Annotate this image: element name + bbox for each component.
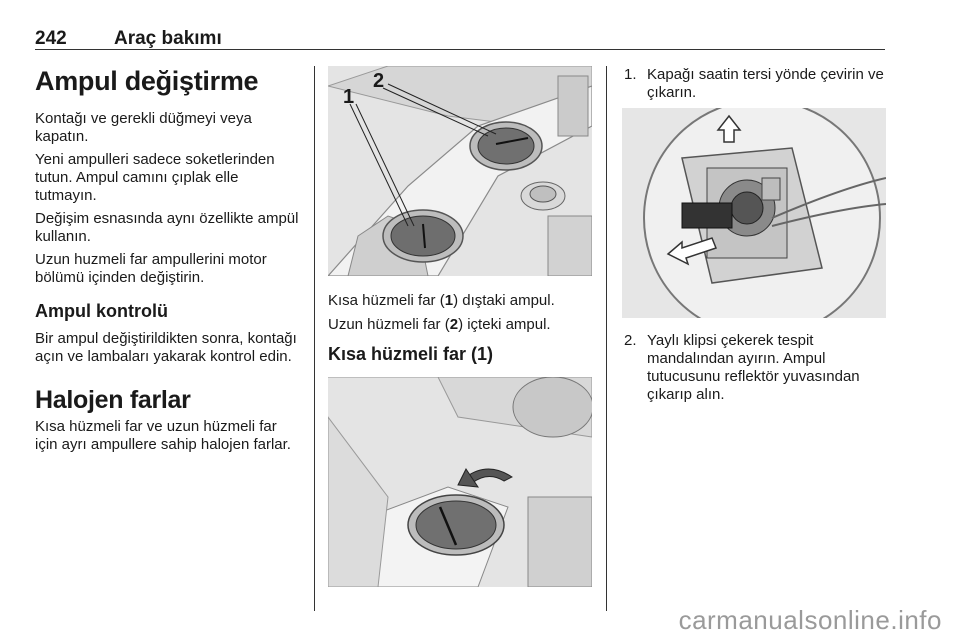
- column-divider-1: [314, 66, 315, 611]
- low-beam-figure: [328, 377, 592, 587]
- callout-label-1: 1: [343, 86, 355, 108]
- main-heading: Ampul değiştirme: [35, 66, 259, 96]
- step-text: Kapağı saatin tersi yönde çevirin ve çıkarın.: [647, 66, 884, 101]
- step-item: [622, 66, 886, 102]
- figure-caption: Kısa hüzmeli far (1) dıştaki ampul.: [328, 292, 555, 309]
- step-text: Yaylı klipsi çekerek tespit mandalından ayırın. Ampul tutucusunu reflektör yuvasından çıkarıp alın.: [647, 332, 860, 403]
- section-heading: Halojen farlar: [35, 386, 191, 414]
- page-header: [35, 28, 885, 50]
- paragraph: Kısa hüzmeli far ve uzun hüzmeli far için ayrı ampullere sahip halojen farlar.: [35, 418, 291, 453]
- column-2: [328, 66, 592, 587]
- engine-bay-figure: [328, 66, 592, 276]
- column-3: [622, 66, 886, 404]
- bulb-holder-figure: [622, 108, 886, 318]
- bulb-holder-illustration: [622, 108, 886, 318]
- subsection-heading: Ampul kontrolü: [35, 301, 168, 321]
- header-divider: [35, 49, 885, 50]
- figure-caption: Uzun hüzmeli far (2) içteki ampul.: [328, 316, 551, 333]
- engine-bay-illustration: [328, 66, 592, 276]
- paragraph: Bir ampul değiştirildikten sonra, kontağı açın ve lambaları yakarak kontrol edin.: [35, 330, 297, 365]
- step-number: 1.: [624, 66, 637, 83]
- paragraph: Yeni ampulleri sadece soketlerinden tutun. Ampul camını çıplak elle tutmayın.: [35, 151, 275, 204]
- paragraph: Değişim esnasında aynı özellikte ampül kullanın.: [35, 210, 299, 245]
- low-beam-cover-illustration: [328, 377, 592, 587]
- step-item: [622, 332, 886, 404]
- paragraph: Kontağı ve gerekli düğmeyi veya kapatın.: [35, 110, 252, 145]
- paragraph: Uzun huzmeli far ampullerini motor bölümü içinden değiştirin.: [35, 251, 267, 286]
- watermark: carmanualsonline.info: [678, 605, 942, 635]
- subsection-heading: Kısa hüzmeli far (1): [328, 344, 494, 364]
- callout-label-2: 2: [373, 70, 385, 92]
- step-number: 2.: [624, 332, 637, 349]
- page-number: 242: [35, 28, 67, 49]
- section-title: Araç bakımı: [114, 28, 222, 49]
- column-divider-2: [606, 66, 607, 611]
- column-1: [35, 66, 301, 459]
